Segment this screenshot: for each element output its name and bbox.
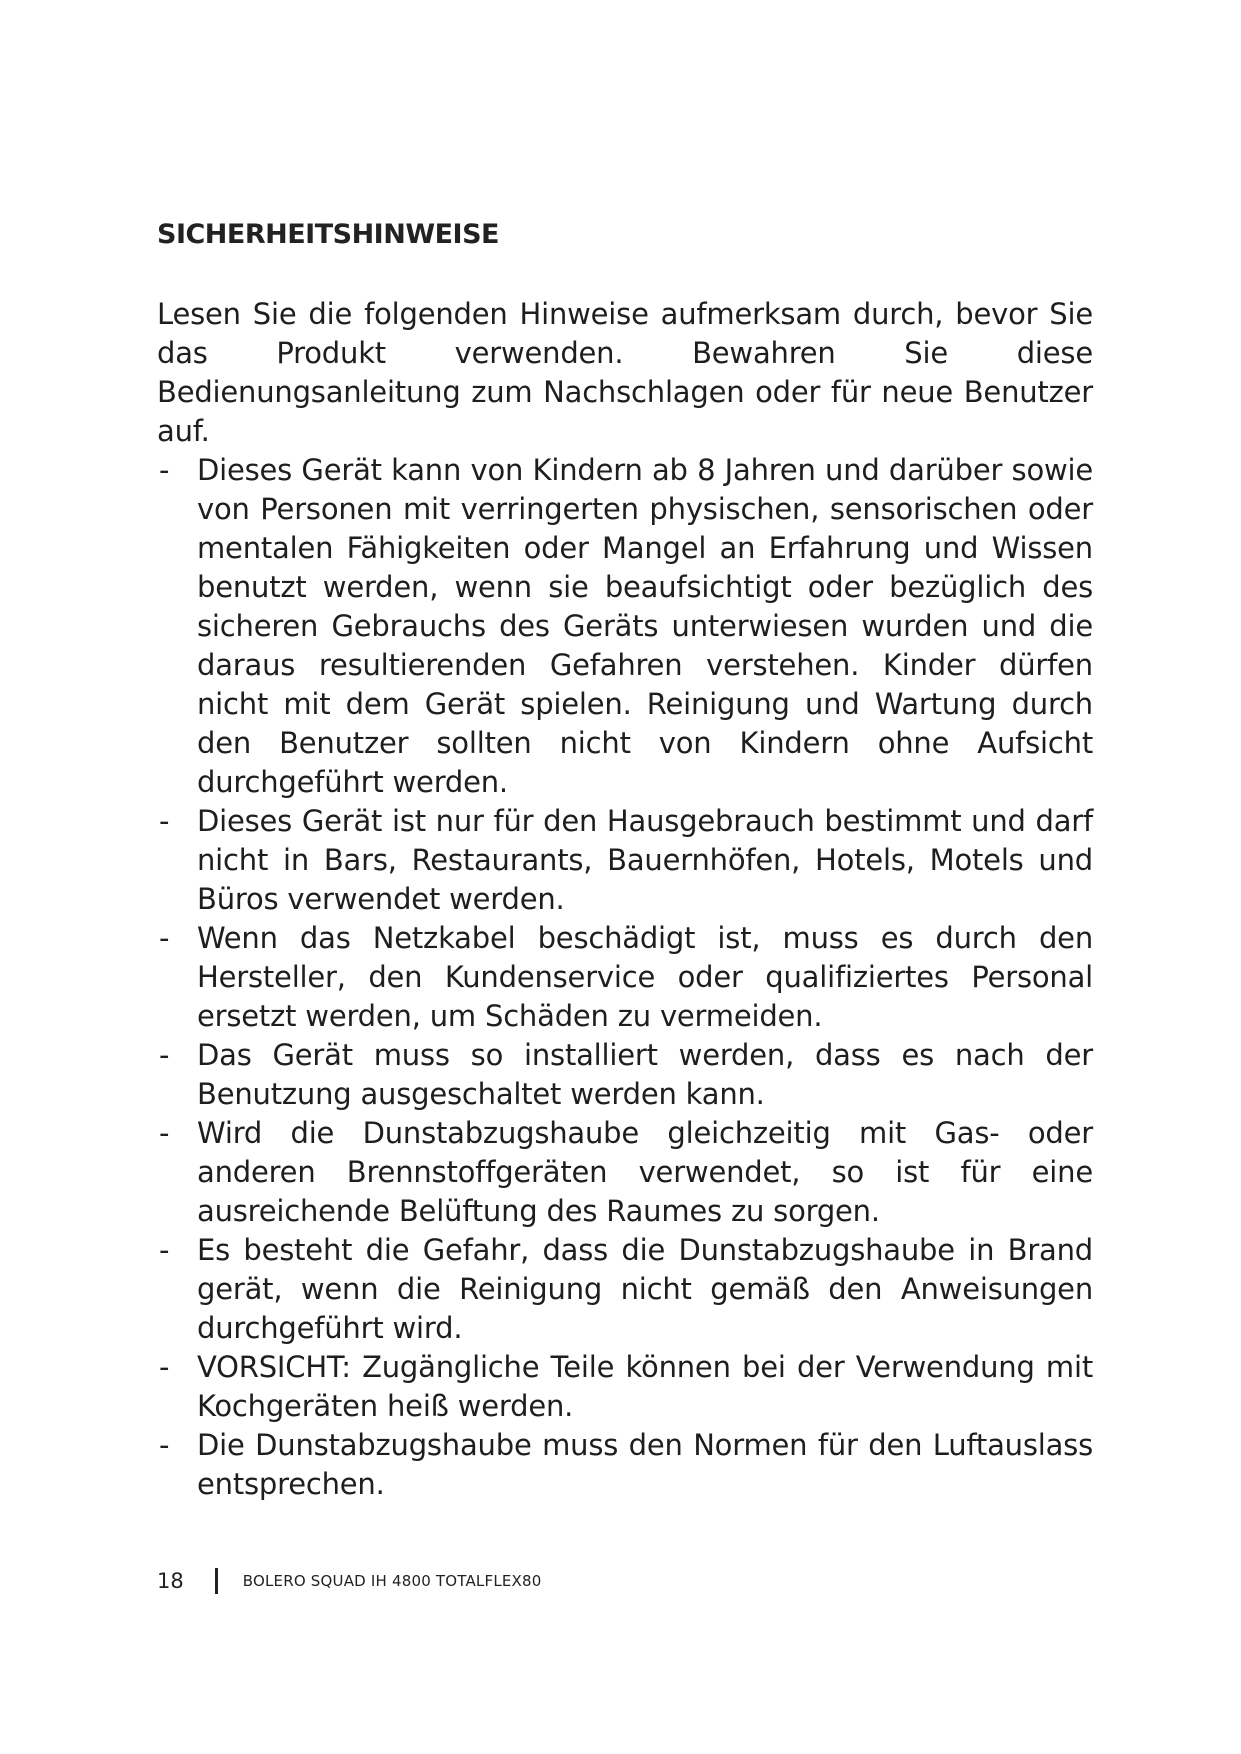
intro-paragraph: Lesen Sie die folgenden Hinweise aufmerksam durch, bevor Sie das Produkt verwenden. Bewahren Sie diese Bedienungsanleitung zum Nachschlagen oder für neue Benutzer auf. xyxy=(157,297,1093,448)
list-item-text: VORSICHT: Zugängliche Teile können bei der Verwendung mit Kochgeräten heiß werden. xyxy=(197,1350,1093,1423)
list-item-text: Es besteht die Gefahr, dass die Dunstabzugshaube in Brand gerät, wenn die Reinigung nicht gemäß den Anweisungen durchgeführt wird. xyxy=(197,1233,1093,1345)
safety-section xyxy=(157,215,1093,1504)
list-item xyxy=(157,451,1093,802)
list-item xyxy=(157,919,1093,1036)
bullet-dash: - xyxy=(159,1116,170,1150)
bullet-dash: - xyxy=(159,1233,170,1267)
list-item xyxy=(157,1426,1093,1504)
bullet-dash: - xyxy=(159,453,170,487)
list-item xyxy=(157,1114,1093,1231)
safety-list xyxy=(157,451,1093,1504)
list-item-text: Dieses Gerät kann von Kindern ab 8 Jahren und darüber sowie von Personen mit verringerten physischen, sensorischen oder mentalen Fähigkeiten oder Mangel an Erfahrung und Wissen benutzt werden, wenn sie beaufsichtigt oder bezüglich des sicheren Gebrauchs des Geräts unterwiesen wurden und die daraus resultierenden Gefahren verstehen. Kinder dürfen nicht mit dem Gerät spielen. Reinigung und Wartung durch den Benutzer sollten nicht von Kindern ohne Aufsicht durchgeführt werden. xyxy=(197,453,1093,799)
product-model: BOLERO SQUAD IH 4800 TOTALFLEX80 xyxy=(242,1572,542,1590)
list-item-text: Das Gerät muss so installiert werden, dass es nach der Benutzung ausgeschaltet werden kann. xyxy=(197,1038,1093,1111)
list-item xyxy=(157,802,1093,919)
page-footer xyxy=(157,1567,542,1595)
bullet-dash: - xyxy=(159,804,170,838)
list-item xyxy=(157,1036,1093,1114)
list-item-text: Wird die Dunstabzugshaube gleichzeitig mit Gas- oder anderen Brennstoffgeräten verwendet, so ist für eine ausreichende Belüftung des Raumes zu sorgen. xyxy=(197,1116,1093,1228)
list-item xyxy=(157,1231,1093,1348)
list-item-text: Die Dunstabzugshaube muss den Normen für den Luftauslass entsprechen. xyxy=(197,1428,1093,1501)
bullet-dash: - xyxy=(159,921,170,955)
list-item-text: Dieses Gerät ist nur für den Hausgebrauch bestimmt und darf nicht in Bars, Restaurants, Bauernhöfen, Hotels, Motels und Büros verwendet werden. xyxy=(197,804,1093,916)
section-heading: SICHERHEITSHINWEISE xyxy=(157,219,499,250)
bullet-dash: - xyxy=(159,1428,170,1462)
page-number: 18 xyxy=(157,1569,184,1593)
list-item-text: Wenn das Netzkabel beschädigt ist, muss es durch den Hersteller, den Kundenservice oder qualifiziertes Personal ersetzt werden, um Schäden zu vermeiden. xyxy=(197,921,1093,1033)
bullet-dash: - xyxy=(159,1038,170,1072)
footer-divider xyxy=(215,1568,218,1594)
list-item xyxy=(157,1348,1093,1426)
bullet-dash: - xyxy=(159,1350,170,1384)
